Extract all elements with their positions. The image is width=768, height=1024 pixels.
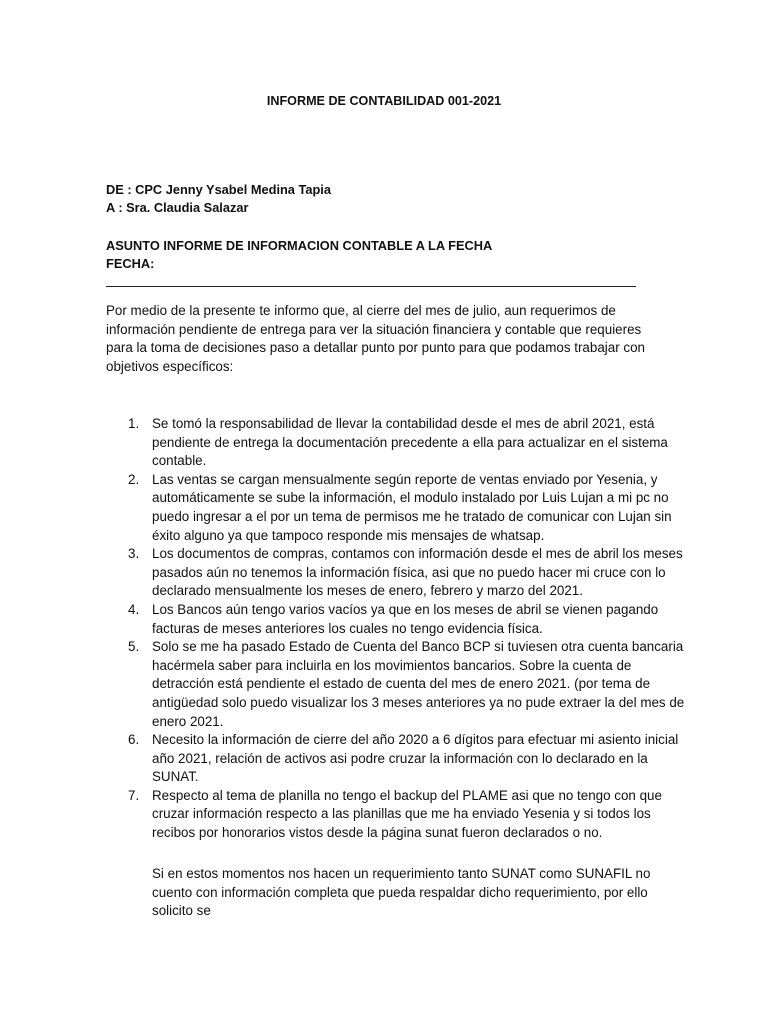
date-line: FECHA: — [106, 256, 155, 271]
item-text: Solo se me ha pasado Estado de Cuenta del Banco BCP si tuviesen otra cuenta bancaria hacérmela saber para incluirla en los movimientos bancarios. Sobre la cuenta de detracción está pendiente el estado de cuenta del mes de enero 2021. (por tema de antigüedad solo puedo visualizar los 3 meses anteriores ya no pude extraer la del mes de enero 2021. — [152, 639, 685, 729]
list-item — [106, 415, 686, 471]
item-number: 5. — [128, 639, 140, 655]
list-item — [106, 638, 686, 731]
to-line: A : Sra. Claudia Salazar — [106, 200, 249, 215]
document-title: INFORME DE CONTABILIDAD 001-2021 — [266, 94, 502, 108]
item-text: Las ventas se cargan mensualmente según reporte de ventas enviado por Yesenia, y automáticamente se sube la información, el modulo instalado por Luis Lujan a mi pc no puedo ingresar a el por un tema de permisos me he tratado de comunicar con Lujan sin éxito alguno ya que tampoco responde mis mensajes de whatsap. — [152, 471, 672, 543]
item-text: Los documentos de compras, contamos con información desde el mes de abril los meses pasados aún no tenemos la información física, asi que no puedo hacer mi cruce con lo declarado mensualmente los meses de enero, febrero y marzo del 2021. — [152, 546, 683, 599]
item-number: 2. — [128, 471, 140, 487]
list-item — [106, 545, 686, 601]
intro-paragraph: Por medio de la presente te informo que, al cierre del mes de julio, aun requerimos de información pendiente de entrega para ver la situación financiera y contable que requieres para la toma de decisiones paso a detallar punto por punto para que podamos trabajar con objetivos específicos: — [106, 303, 645, 374]
list-item — [106, 471, 686, 545]
list-item — [106, 787, 686, 843]
item-list — [106, 415, 686, 843]
list-item — [106, 731, 686, 787]
closing-paragraph: Si en estos momentos nos hacen un requerimiento tanto SUNAT como SUNAFIL no cuento con información completa que pueda respaldar dicho requerimiento, por ello solicito se — [152, 866, 651, 919]
item-number: 3. — [128, 546, 140, 562]
item-number: 6. — [128, 732, 140, 748]
item-text: Los Bancos aún tengo varios vacíos ya que en los meses de abril se vienen pagando facturas de meses anteriores los cuales no tengo evidencia física. — [152, 601, 659, 636]
item-text: Respecto al tema de planilla no tengo el backup del PLAME asi que no tengo con que cruzar información respecto a las planillas que me ha enviado Yesenia y si todos los recibos por honorarios vistos desde la página sunat fueron declarados o no. — [152, 787, 662, 841]
from-line: DE : CPC Jenny Ysabel Medina Tapia — [106, 182, 331, 197]
list-item — [106, 601, 686, 638]
item-text: Se tomó la responsabilidad de llevar la contabilidad desde el mes de abril 2021, está pendiente de entrega la documentación precedente a ella para actualizar en el sistema contable. — [152, 416, 668, 469]
item-number: 7. — [128, 787, 140, 803]
item-number: 4. — [128, 601, 140, 617]
subject-line: ASUNTO INFORME DE INFORMACION CONTABLE A LA FECHA — [106, 238, 493, 253]
item-number: 1. — [128, 416, 140, 431]
divider-line — [106, 286, 636, 287]
item-text: Necesito la información de cierre del año 2020 a 6 dígitos para efectuar mi asiento inicial año 2021, relación de activos asi podre cruzar la información con lo declarado en la SUNAT. — [152, 732, 679, 785]
